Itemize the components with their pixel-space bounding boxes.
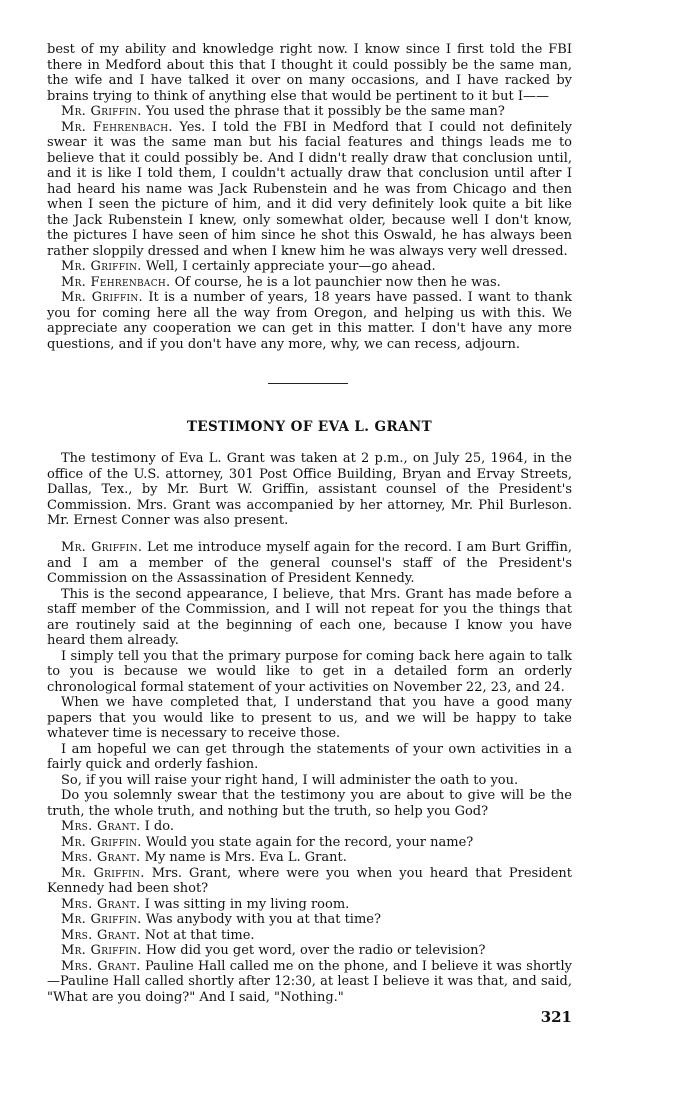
- paragraph: best of my ability and knowledge right now. I know since I first told the FBI there in Medford about this that I thought it could possibly be the same man, the wife and I have talked it over on many occasions, and I have racked by brains trying to think of anything else that would be pertinent to it but I——: [47, 42, 572, 104]
- speaker-label: Mrs. Grant.: [61, 819, 141, 834]
- speaker-label: Mrs. Grant.: [61, 927, 141, 943]
- paragraph: I simply tell you that the primary purpose for coming back here again to talk to you is because we would like to get in a detailed form an orderly chronological formal statement of your activities on November 22, 23, and 24.: [47, 648, 572, 695]
- paragraph: Mr. Griffin. Mrs. Grant, where were you when you heard that President Kennedy had been shot?: [47, 865, 572, 896]
- section-grant-testimony: [47, 540, 572, 1005]
- speaker-label: Mr. Griffin.: [61, 290, 143, 305]
- paragraph: Mr. Fehrenbach. Yes. I told the FBI in Medford that I could not definitely swear it was the same man but his facial features and things leads me to believe that it could possibly be. And I didn't really draw that conclusion until, and it is like I told them, I couldn't actually draw that conclusion until after I had heard his name was Jack Rubenstein and he was from Chicago and then when I seen the picture of him, and it did very definitely look quite a bit like the Jack Rubenstein I knew, only somewhat older, because well I don't know, the pictures I have seen of him since he shot this Oswald, he has always been rather sloppily dressed and when I knew him he was always very well dressed.: [47, 119, 572, 259]
- paragraph: Mr. Fehrenbach. Of course, he is a lot paunchier now then he was.: [61, 274, 501, 290]
- section-divider: [268, 383, 348, 384]
- speaker-label: Mr. Griffin.: [61, 834, 142, 850]
- speaker-label: Mr. Fehrenbach.: [61, 119, 173, 135]
- paragraph: Mrs. Grant. I was sitting in my living room.: [61, 896, 350, 912]
- speaker-label: Mrs. Grant.: [61, 958, 141, 974]
- paragraph: Do you solemnly swear that the testimony you are about to give will be the truth, the whole truth, and nothing but the truth, so help you God?: [47, 788, 572, 819]
- paragraph: Mr. Griffin. It is a number of years, 18 years have passed. I want to thank you for coming here all the way from Oregon, and helping us with this. We appreciate any cooperation we can get in this matter. I don't have any more questions, and if you don't have any more, why, we can recess, adjourn.: [47, 290, 572, 352]
- paragraph: When we have completed that, I understand that you have a good many papers that you would like to present to us, and we will be happy to take whatever time is necessary to receive those.: [47, 695, 572, 741]
- speaker-label: Mr. Griffin.: [61, 912, 142, 927]
- speaker-label: Mr. Fehrenbach.: [61, 274, 171, 290]
- paragraph: Mrs. Grant. Not at that time.: [61, 927, 255, 943]
- paragraph: Mr. Griffin. Would you state again for the record, your name?: [61, 834, 474, 850]
- testimony-heading: TESTIMONY OF EVA L. GRANT: [186, 419, 433, 435]
- paragraph: This is the second appearance, I believe, that Mrs. Grant has made before a staff member of the Commission, and I will not repeat for you the things that are routinely said at the beginning of each one, because I know you have heard them already.: [47, 586, 572, 648]
- paragraph: So, if you will raise your right hand, I will administer the oath to you.: [61, 772, 519, 788]
- speaker-label: Mrs. Grant.: [61, 850, 141, 865]
- paragraph: Mr. Griffin. You used the phrase that it possibly be the same man?: [61, 104, 505, 119]
- paragraph: I am hopeful we can get through the statements of your own activities in a fairly quick and orderly fashion.: [47, 741, 572, 772]
- paragraph: Mr. Griffin. Let me introduce myself again for the record. I am Burt Griffin, and I am a member of the general counsel's staff of the President's Commission on the Assassination of President Kennedy.: [47, 540, 572, 586]
- paragraph: Mrs. Grant. Pauline Hall called me on the phone, and I believe it was shortly—Pauline Hall called shortly after 12:30, at least I believe it was that, and said, "What are you doing?" And I said, "Nothing.": [47, 958, 572, 1005]
- testimony-intro: [47, 451, 572, 529]
- section-previous-testimony: [47, 42, 572, 352]
- paragraph: Mrs. Grant. My name is Mrs. Eva L. Grant.: [61, 850, 347, 865]
- paragraph: Mrs. Grant. I do.: [61, 819, 174, 834]
- speaker-label: Mr. Griffin.: [61, 943, 142, 958]
- speaker-label: Mr. Griffin.: [61, 865, 145, 881]
- speaker-label: Mr. Griffin.: [61, 259, 142, 274]
- paragraph: Mr. Griffin. Well, I certainly appreciate your—go ahead.: [61, 259, 436, 274]
- intro-paragraph: The testimony of Eva L. Grant was taken at 2 p.m., on July 25, 1964, in the office of the U.S. attorney, 301 Post Office Building, Bryan and Ervay Streets, Dallas, Tex., by Mr. Burt W. Griffin, assistant counsel of the President's Commission. Mrs. Grant was accompanied by her attorney, Mr. Phil Burleson. Mr. Ernest Conner was also present.: [47, 451, 572, 528]
- speaker-label: Mr. Griffin.: [61, 104, 142, 119]
- page-number: 321: [540, 1008, 572, 1026]
- speaker-label: Mr. Griffin.: [61, 540, 143, 555]
- paragraph: Mr. Griffin. How did you get word, over the radio or television?: [61, 943, 486, 958]
- speaker-label: Mrs. Grant.: [61, 896, 141, 912]
- paragraph: Mr. Griffin. Was anybody with you at that time?: [61, 912, 381, 927]
